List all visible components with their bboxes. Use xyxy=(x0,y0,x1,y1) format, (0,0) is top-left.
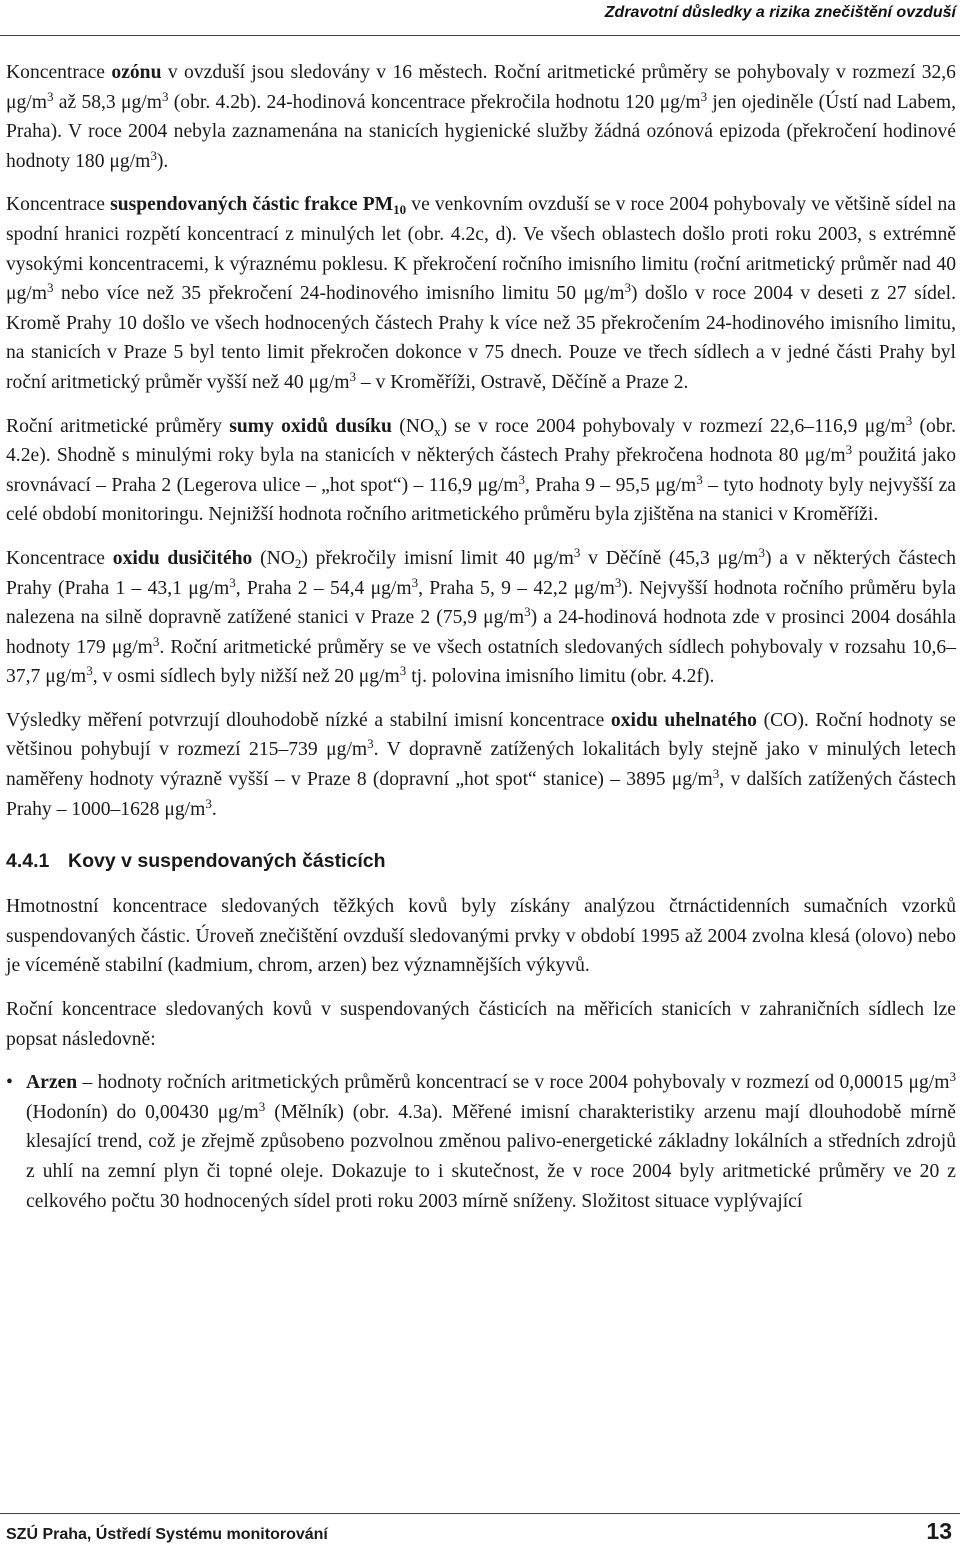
text-run: ) došlo v roce 2004 v deseti z 27 sídel. Kromě Prahy 10 došlo ve všech hodnocených částech Prahy k více než 35 překročením 24-hodinového imisního limitu, na stanicích v Praze 5 byl tento limit překročen dokonce v 75 dnech. Pouze ve třech sídlech a v jedné části Prahy byl roční aritmetický průměr vyšší než 40 μg/m xyxy=(6,283,957,393)
text-run: , Praha 9 – 95,5 μg/m xyxy=(524,474,697,496)
running-header: Zdravotní důsledky a rizika znečištění ovzduší xyxy=(604,4,956,21)
bold-term: oxidu uhelnatého xyxy=(610,709,757,731)
superscript: 3 xyxy=(518,471,525,487)
paragraph-pm10 xyxy=(6,190,956,397)
text-run: až 58,3 μg/m xyxy=(53,91,162,113)
text-run: Výsledky měření potvrzují dlouhodobě nízké a stabilní imisní koncentrace xyxy=(6,709,611,731)
text-run: (Mělník) (obr. 4.3a). Měřené imisní charakteristiky arzenu mají dlouhodobě mírně klesající trend, což je zřejmě způsobeno pozvolnou změnou palivo-energetické základny lokálních a středních zdrojů z uhlí na zemní plyn či topné oleje. Dokazuje to i skutečnost, že v roce 2004 byly aritmetické průměry ve 20 z celkového počtu 30 hodnocených sídel proti roku 2003 mírně sníženy. Složitost situace vyplývající xyxy=(26,1101,956,1212)
text-run: nebo více než 35 překročení 24-hodinového imisního limitu 50 μg/m xyxy=(53,283,625,305)
text-run: . Roční aritmetické průměry se ve všech ostatních sledovaných sídlech pohybovaly v rozsahu 10,6–37,7 μg/m xyxy=(6,636,956,688)
section-title: Kovy v suspendovaných částicích xyxy=(68,850,386,873)
superscript: 3 xyxy=(524,604,531,620)
text-run: Roční aritmetické průměry xyxy=(6,415,230,437)
text-run: suspendovaných částic frakce PM xyxy=(110,194,394,216)
bold-term: sumy oxidů dusíku xyxy=(229,415,392,437)
superscript: 3 xyxy=(229,574,236,590)
bullet-icon: • xyxy=(6,1072,13,1094)
footer-institution: SZÚ Praha, Ústředí Systému monitorování xyxy=(6,1526,328,1543)
bold-term: ozónu xyxy=(111,62,162,83)
section-heading xyxy=(6,848,956,874)
text-run: ) překročily imisní limit 40 μg/m xyxy=(301,547,574,569)
paragraph-metals-list-intro: Roční koncentrace sledovaných kovů v suspendovaných částicích na měřicích stanicích v zahraničních sídlech lze popsat následovně: xyxy=(6,999,956,1050)
superscript: 3 xyxy=(399,663,407,679)
text-run: , Praha 5, 9 – 42,2 μg/m xyxy=(418,577,615,599)
text-run: (Hodonín) do 0,00430 μg/m xyxy=(26,1101,259,1123)
body-text xyxy=(6,58,956,1230)
page-number: 13 xyxy=(926,1518,952,1544)
text-run: (NO xyxy=(391,415,435,437)
text-run: , Praha 2 – 54,4 μg/m xyxy=(235,577,412,599)
superscript: 3 xyxy=(258,1098,266,1114)
superscript: 3 xyxy=(700,88,708,104)
superscript: 3 xyxy=(905,412,913,428)
superscript: 3 xyxy=(949,1069,956,1085)
bold-term: oxidu dusičitého xyxy=(112,547,253,569)
text-run: – v Kroměříži, Ostravě, Děčíně a Praze 2. xyxy=(356,371,689,393)
text-run: (obr. 4.2e). Shodně s minulými roky byla na stanicích v některých částech Prahy překročena hodnota 80 μg/m xyxy=(6,415,956,467)
subscript: 10 xyxy=(393,202,407,218)
text-run: ) a 24-hodinová hodnota zde v prosinci 2004 dosáhla hodnoty 179 μg/m xyxy=(6,607,956,658)
text-run: – hodnoty ročních aritmetických průměrů koncentrací se v roce 2004 pohybovaly v rozmezí od 0,00015 μg/m xyxy=(77,1072,950,1094)
text-run: – tyto hodnoty byly nejvyšší za celé období monitoringu. Nejnižší hodnota ročního aritmetického průměru byla zjištěna na stanici v Kroměříži. xyxy=(6,474,957,526)
superscript: 3 xyxy=(150,147,157,163)
text-run: (obr. 4.2b). 24-hodinová koncentrace překročila hodnotu 120 μg/m xyxy=(168,91,701,113)
text-run: použitá jako srovnávací – Praha 2 (Legerova ulice – „hot spot“) – 116,9 μg/m xyxy=(6,445,956,496)
superscript: 3 xyxy=(86,663,93,679)
footer-divider xyxy=(0,1513,960,1514)
superscript: 3 xyxy=(573,544,581,560)
list-item-arsenic xyxy=(6,1068,956,1216)
bold-term: Arzen xyxy=(26,1072,78,1094)
text-run: Koncentrace xyxy=(6,62,112,83)
header-divider xyxy=(0,35,960,36)
text-run: ). Nejvyšší hodnota ročního průměru byla nalezena na silně dopravně zatížené stanici v Praze 2 (75,9 μg/m xyxy=(6,577,956,629)
bold-term xyxy=(110,194,407,218)
superscript: 3 xyxy=(845,442,853,458)
superscript: 3 xyxy=(614,574,622,590)
text-run: ). xyxy=(156,150,169,172)
paragraph-ozone xyxy=(6,58,956,176)
superscript: 3 xyxy=(367,736,374,752)
superscript: 3 xyxy=(205,795,212,811)
superscript: 3 xyxy=(47,280,54,296)
text-run: (NO xyxy=(252,547,295,569)
text-run: , v dalších zatížených částech Prahy – 1000–1628 μg/m xyxy=(6,769,956,820)
text-run: ) se v roce 2004 pohybovaly v rozmezí 22,6–116,9 μg/m xyxy=(440,415,906,437)
superscript: 3 xyxy=(696,471,703,487)
text-run: Koncentrace xyxy=(6,547,113,569)
text-run: , v osmi sídlech byly nižší než 20 μg/m xyxy=(92,666,400,688)
text-run: . V dopravně zatížených lokalitách byly stejně jako v minulých letech naměřeny hodnoty výrazně vyšší – v Praze 8 (dopravní „hot spot“ stanice) – 3895 μg/m xyxy=(6,739,956,791)
paragraph-metals-intro: Hmotnostní koncentrace sledovaných těžkých kovů byly získány analýzou čtrnáctidenních sumačních vzorků suspendovaných částic. Úroveň znečištění ovzduší sledovanými prvky v období 1995 až 2004 zvolna klesá (olovo) nebo je víceméně stabilní (kadmium, chrom, arzen) bez významnějších výkyvů. xyxy=(6,896,956,977)
paragraph-nox xyxy=(6,412,956,530)
text-run: Koncentrace xyxy=(6,194,111,216)
superscript: 3 xyxy=(152,633,160,649)
subscript: 2 xyxy=(294,555,302,571)
superscript: 3 xyxy=(624,280,632,296)
superscript: 3 xyxy=(162,88,169,104)
section-number: 4.4.1 xyxy=(6,850,50,873)
text-run: . xyxy=(211,798,217,820)
superscript: 3 xyxy=(712,766,720,782)
superscript: 3 xyxy=(411,574,419,590)
paragraph-co xyxy=(6,706,956,824)
text-run: ve venkovním ovzduší se v roce 2004 pohybovaly ve většině sídel na spodní hranici rozpětí koncentrací z minulých let (obr. 4.2c, d). Ve všech oblastech došlo proti roku 2003, s extrémně vysokými koncentracemi, k výraznému poklesu. K překročení ročního imisního limitu (roční aritmetický průměr nad 40 μg/m xyxy=(6,194,956,305)
subscript: x xyxy=(434,423,441,439)
superscript: 3 xyxy=(758,544,766,560)
superscript: 3 xyxy=(47,88,54,104)
text-run: tj. polovina imisního limitu (obr. 4.2f). xyxy=(406,666,715,688)
text-run: v ovzduší jsou sledovány v 16 městech. Roční aritmetické průměry se pohybovaly v rozmezí 32,6 μg/m xyxy=(6,62,956,113)
text-run: jen ojediněle (Ústí nad Labem, Praha). V roce 2004 nebyla zaznamenána na stanicích hygienické služby žádná ozónová epizoda (překročení hodinové hodnoty 180 μg/m xyxy=(6,91,956,172)
superscript: 3 xyxy=(349,368,357,384)
text-run: ) a v některých částech Prahy (Praha 1 – 43,1 μg/m xyxy=(6,547,956,599)
text-run: (CO). Roční hodnoty se většinou pohybují v rozmezí 215–739 μg/m xyxy=(6,709,956,761)
paragraph-no2 xyxy=(6,544,956,692)
text-run: v Děčíně (45,3 μg/m xyxy=(580,547,759,569)
